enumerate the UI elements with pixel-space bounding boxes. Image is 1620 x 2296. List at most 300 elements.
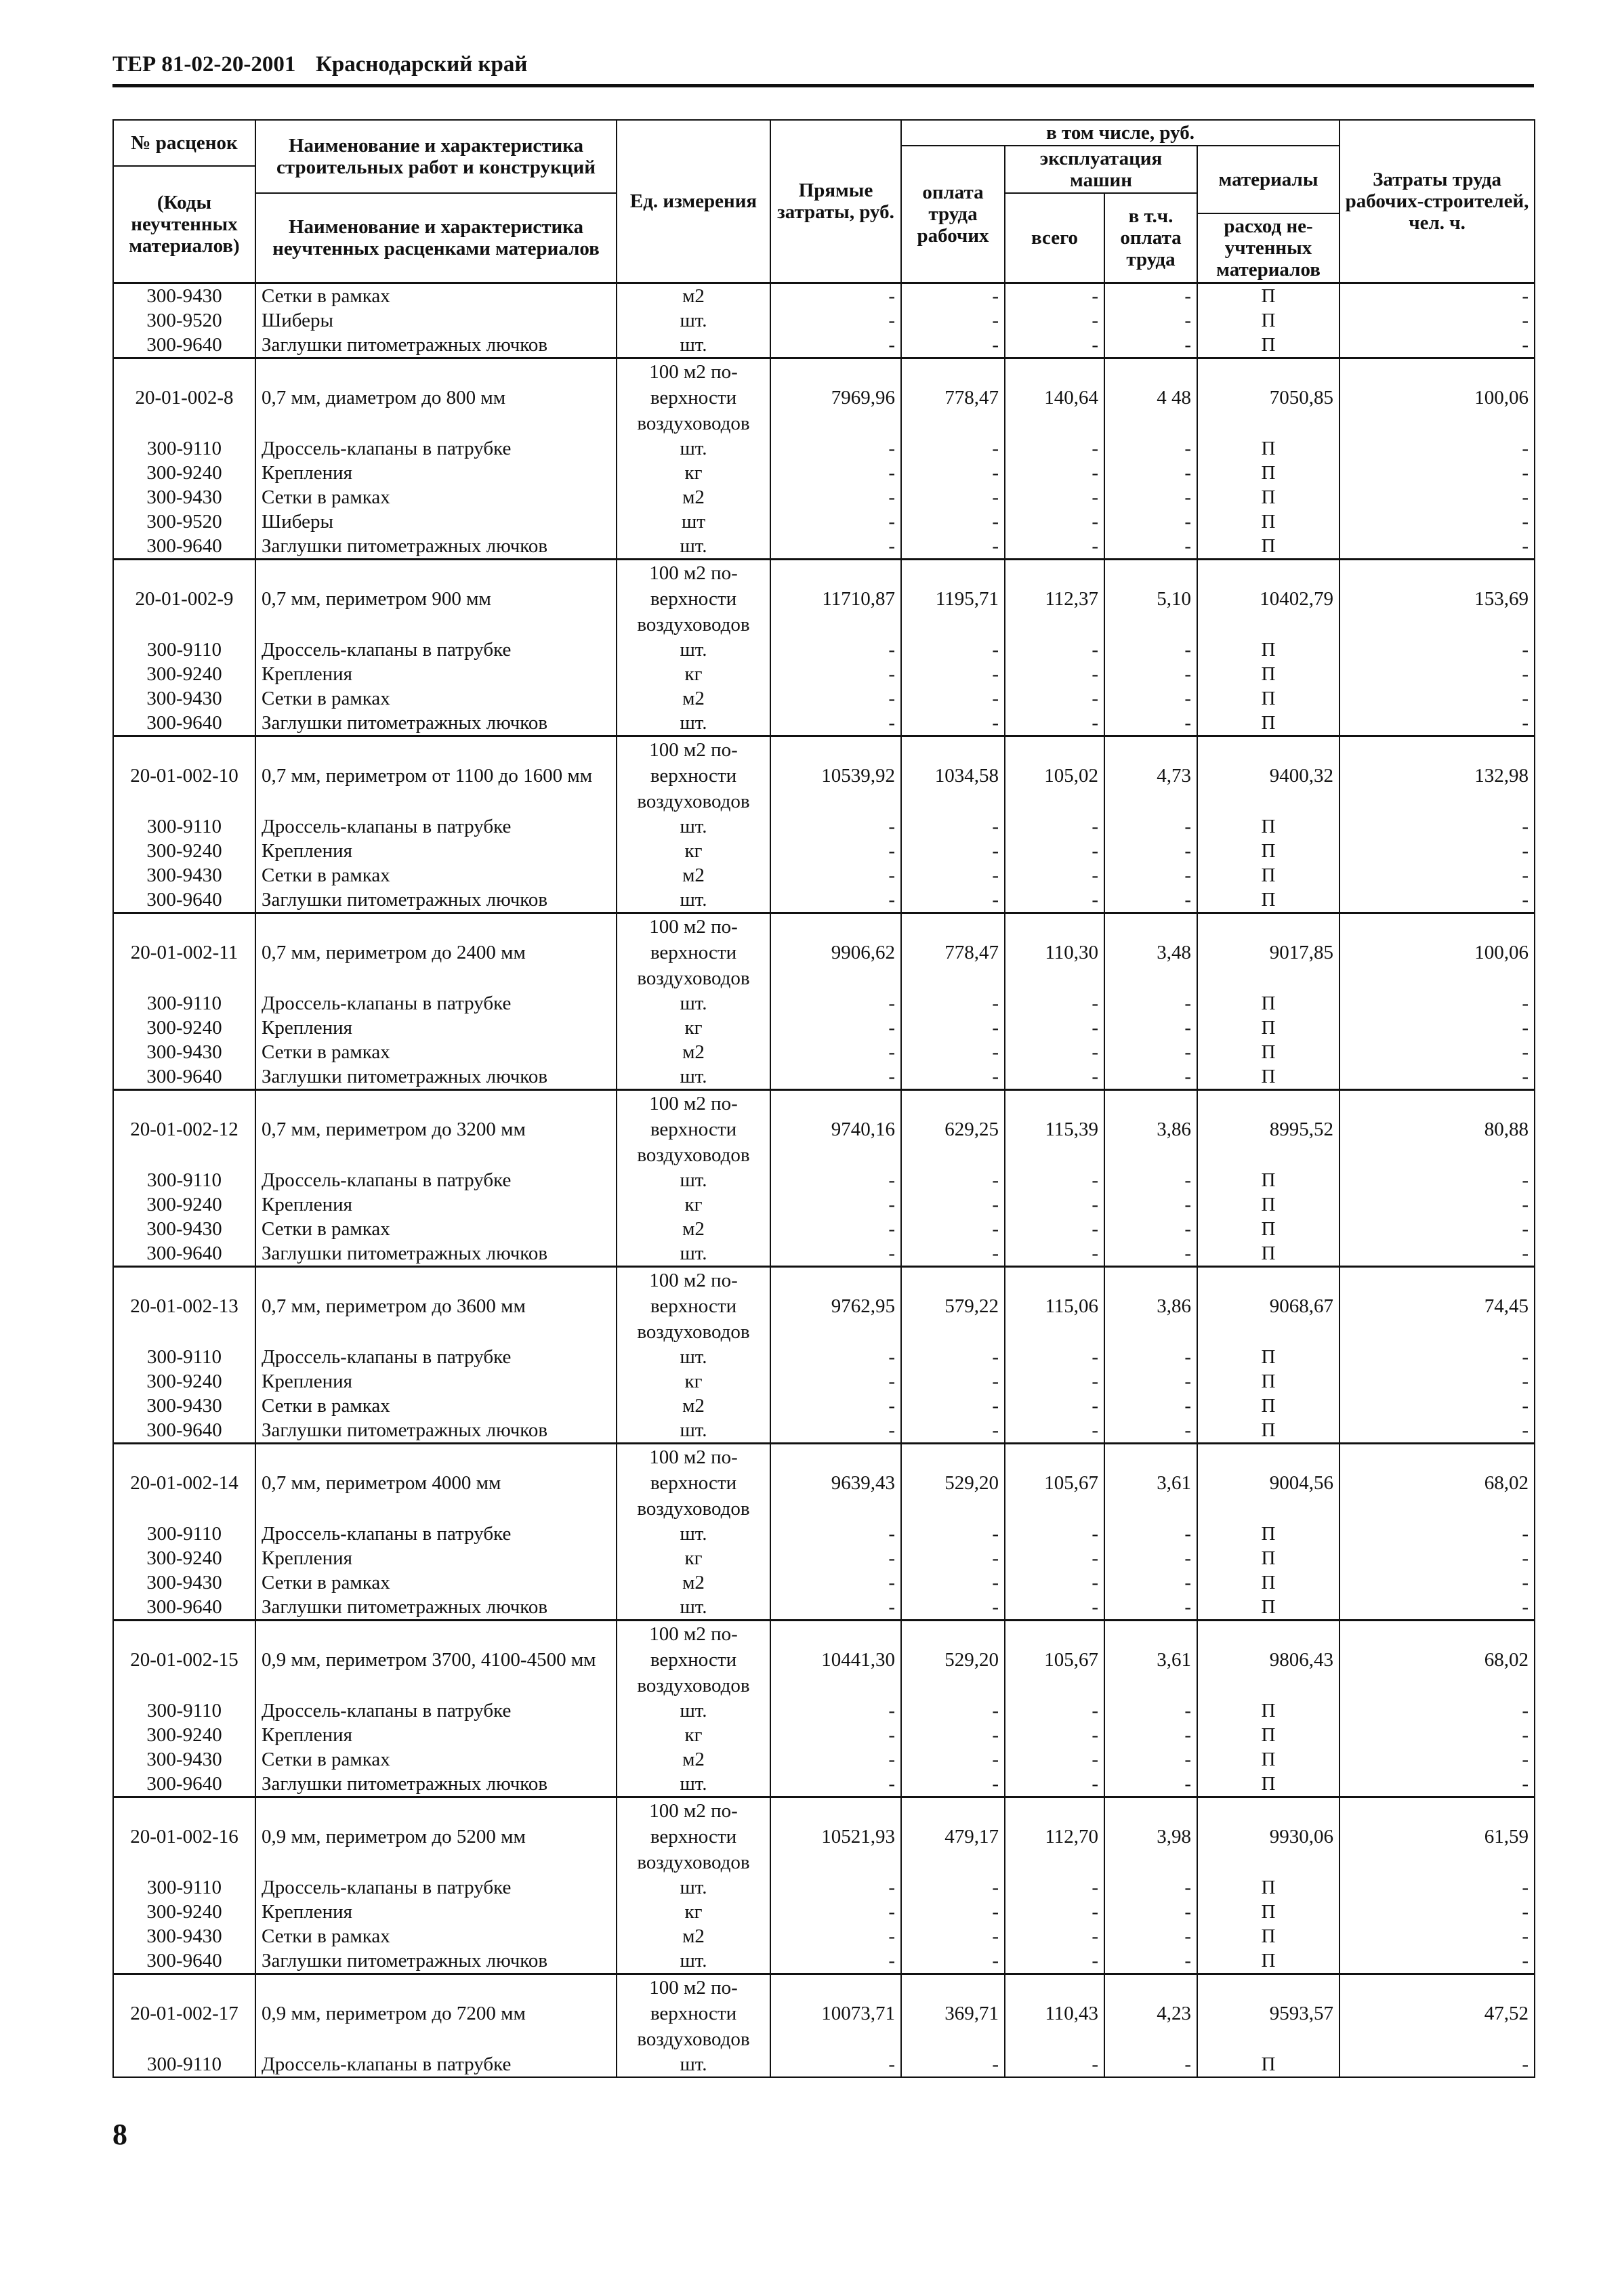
rate-group (113, 736, 1535, 913)
material-row (113, 308, 1535, 333)
material-machines-total: - (1005, 839, 1104, 863)
material-machines-total: - (1005, 1570, 1104, 1595)
material-row (113, 1948, 1535, 1974)
material-labor-pay: - (901, 1168, 1005, 1192)
rate-direct-costs: 9906,62 (770, 913, 901, 992)
material-machines-total: - (1005, 1217, 1104, 1241)
material-labor-pay: - (901, 283, 1005, 309)
material-labor-pay: - (901, 991, 1005, 1016)
material-machines-total: - (1005, 991, 1104, 1016)
rate-code: 20-01-002-11 (113, 913, 255, 992)
material-name: Сетки в рамках (255, 283, 617, 309)
header-code-bottom: (Коды неучтенных материалов) (113, 166, 255, 283)
material-code: 300-9430 (113, 283, 255, 309)
material-work-hours: - (1339, 863, 1535, 888)
document-code: ТЕР 81-02-20-2001 (112, 52, 296, 77)
rate-group (113, 1267, 1535, 1444)
material-labor-pay: - (901, 1241, 1005, 1267)
material-materials: П (1197, 333, 1339, 358)
rate-row (113, 1090, 1535, 1169)
rate-labor-pay: 778,47 (901, 913, 1005, 992)
rate-unit-line: 100 м2 по- (649, 1093, 738, 1114)
rate-materials: 9930,06 (1197, 1797, 1339, 1876)
material-machines-total: - (1005, 308, 1104, 333)
material-code: 300-9430 (113, 686, 255, 711)
material-name: Дроссель-клапаны в патрубке (255, 1345, 617, 1369)
material-name: Заглушки питометражных лючков (255, 534, 617, 560)
material-row (113, 1168, 1535, 1192)
material-row (113, 1040, 1535, 1064)
material-row (113, 839, 1535, 863)
material-materials: П (1197, 686, 1339, 711)
material-name: Дроссель-клапаны в патрубке (255, 2052, 617, 2077)
material-row (113, 1064, 1535, 1090)
material-machines-labor: - (1104, 814, 1197, 839)
material-name: Крепления (255, 662, 617, 686)
material-direct-costs: - (770, 1064, 901, 1090)
material-name: Сетки в рамках (255, 1040, 617, 1064)
rate-code: 20-01-002-16 (113, 1797, 255, 1876)
material-direct-costs: - (770, 485, 901, 509)
material-machines-labor: - (1104, 1924, 1197, 1948)
material-machines-labor: - (1104, 1016, 1197, 1040)
rate-direct-costs: 7969,96 (770, 358, 901, 437)
material-machines-total: - (1005, 638, 1104, 662)
material-unit: кг (617, 1016, 770, 1040)
rate-machines-total: 105,67 (1005, 1444, 1104, 1522)
material-machines-labor: - (1104, 1698, 1197, 1723)
material-materials: П (1197, 1924, 1339, 1948)
material-unit: шт. (617, 1875, 770, 1900)
material-direct-costs: - (770, 1546, 901, 1570)
rate-labor-pay: 778,47 (901, 358, 1005, 437)
material-machines-labor: - (1104, 333, 1197, 358)
rate-unit-line: верхности (650, 1295, 737, 1317)
rate-direct-costs: 10441,30 (770, 1621, 901, 1699)
material-machines-total: - (1005, 1192, 1104, 1217)
material-code: 300-9110 (113, 436, 255, 461)
material-materials: П (1197, 2052, 1339, 2077)
material-row (113, 283, 1535, 309)
material-materials: П (1197, 1747, 1339, 1772)
material-work-hours: - (1339, 1900, 1535, 1924)
material-machines-total: - (1005, 1016, 1104, 1040)
material-machines-total: - (1005, 662, 1104, 686)
material-machines-total: - (1005, 1040, 1104, 1064)
material-row (113, 1570, 1535, 1595)
rate-labor-pay: 579,22 (901, 1267, 1005, 1345)
material-unit: шт. (617, 1418, 770, 1444)
material-labor-pay: - (901, 1040, 1005, 1064)
rate-unit-line: верхности (650, 387, 737, 409)
material-machines-labor: - (1104, 461, 1197, 485)
rate-unit-line: 100 м2 по- (649, 1270, 738, 1291)
rate-machines-labor: 4 48 (1104, 358, 1197, 437)
material-direct-costs: - (770, 1772, 901, 1797)
material-code: 300-9110 (113, 1522, 255, 1546)
material-work-hours: - (1339, 1192, 1535, 1217)
material-row (113, 814, 1535, 839)
material-name: Заглушки питометражных лючков (255, 1064, 617, 1090)
material-name: Крепления (255, 461, 617, 485)
material-unit: шт. (617, 888, 770, 913)
rate-unit-line: воздуховодов (637, 1144, 750, 1166)
material-materials: П (1197, 1546, 1339, 1570)
material-unit: кг (617, 1900, 770, 1924)
material-materials: П (1197, 1064, 1339, 1090)
material-code: 300-9520 (113, 308, 255, 333)
material-code: 300-9640 (113, 1595, 255, 1621)
rate-unit (617, 1797, 770, 1876)
table-header (113, 120, 1535, 283)
material-materials: П (1197, 1772, 1339, 1797)
material-machines-total: - (1005, 814, 1104, 839)
material-direct-costs: - (770, 2052, 901, 2077)
rate-work-hours: 132,98 (1339, 736, 1535, 815)
material-labor-pay: - (901, 461, 1005, 485)
header-direct-costs: Прямые затраты, руб. (770, 120, 901, 283)
material-work-hours: - (1339, 1723, 1535, 1747)
material-machines-labor: - (1104, 686, 1197, 711)
material-row (113, 1772, 1535, 1797)
rate-row (113, 1797, 1535, 1876)
rate-work-hours: 100,06 (1339, 358, 1535, 437)
header-work-hours: Затраты труда рабочих-строителей, чел. ч. (1339, 120, 1535, 283)
material-machines-labor: - (1104, 1570, 1197, 1595)
material-machines-labor: - (1104, 863, 1197, 888)
rate-unit (617, 1444, 770, 1522)
material-row (113, 1369, 1535, 1394)
material-machines-labor: - (1104, 1369, 1197, 1394)
material-unit: шт. (617, 1698, 770, 1723)
material-machines-labor: - (1104, 888, 1197, 913)
material-machines-labor: - (1104, 711, 1197, 736)
material-code: 300-9240 (113, 1192, 255, 1217)
header-materials-sub: расход не-учтенных материалов (1197, 213, 1339, 283)
material-machines-total: - (1005, 534, 1104, 560)
material-machines-total: - (1005, 888, 1104, 913)
material-machines-labor: - (1104, 509, 1197, 534)
material-labor-pay: - (901, 436, 1005, 461)
header-machines-labor: в т.ч. оплата труда (1104, 193, 1197, 283)
material-direct-costs: - (770, 1875, 901, 1900)
material-machines-total: - (1005, 1369, 1104, 1394)
material-machines-labor: - (1104, 308, 1197, 333)
material-row (113, 461, 1535, 485)
material-work-hours: - (1339, 283, 1535, 309)
rate-labor-pay: 529,20 (901, 1444, 1005, 1522)
material-machines-total: - (1005, 1546, 1104, 1570)
material-direct-costs: - (770, 1747, 901, 1772)
material-code: 300-9640 (113, 1948, 255, 1974)
rate-row (113, 560, 1535, 638)
material-unit: кг (617, 1192, 770, 1217)
material-name: Сетки в рамках (255, 1924, 617, 1948)
material-unit: кг (617, 839, 770, 863)
material-direct-costs: - (770, 509, 901, 534)
material-work-hours: - (1339, 686, 1535, 711)
material-code: 300-9110 (113, 991, 255, 1016)
material-row (113, 1394, 1535, 1418)
material-name: Крепления (255, 839, 617, 863)
material-machines-labor: - (1104, 1064, 1197, 1090)
rate-row (113, 913, 1535, 992)
material-unit: м2 (617, 1747, 770, 1772)
material-work-hours: - (1339, 638, 1535, 662)
material-machines-labor: - (1104, 1217, 1197, 1241)
rate-unit (617, 1267, 770, 1345)
material-code: 300-9640 (113, 1241, 255, 1267)
material-direct-costs: - (770, 1369, 901, 1394)
material-code: 300-9430 (113, 1394, 255, 1418)
material-direct-costs: - (770, 1570, 901, 1595)
material-work-hours: - (1339, 814, 1535, 839)
material-materials: П (1197, 534, 1339, 560)
material-materials: П (1197, 1345, 1339, 1369)
material-work-hours: - (1339, 1747, 1535, 1772)
material-machines-labor: - (1104, 1241, 1197, 1267)
material-materials: П (1197, 283, 1339, 309)
material-work-hours: - (1339, 991, 1535, 1016)
rate-direct-costs: 10073,71 (770, 1974, 901, 2053)
material-row (113, 1900, 1535, 1924)
header-unit: Ед. измерения (617, 120, 770, 283)
material-unit: шт. (617, 1948, 770, 1974)
material-direct-costs: - (770, 1217, 901, 1241)
material-materials: П (1197, 509, 1339, 534)
material-machines-total: - (1005, 436, 1104, 461)
material-row (113, 485, 1535, 509)
material-name: Дроссель-клапаны в патрубке (255, 1698, 617, 1723)
material-unit: шт. (617, 1345, 770, 1369)
material-machines-labor: - (1104, 1192, 1197, 1217)
material-row (113, 1345, 1535, 1369)
material-materials: П (1197, 1192, 1339, 1217)
material-direct-costs: - (770, 1040, 901, 1064)
material-machines-total: - (1005, 283, 1104, 309)
rate-machines-labor: 5,10 (1104, 560, 1197, 638)
material-name: Дроссель-клапаны в патрубке (255, 638, 617, 662)
rate-machines-labor: 4,73 (1104, 736, 1197, 815)
material-materials: П (1197, 638, 1339, 662)
material-code: 300-9640 (113, 1418, 255, 1444)
material-code: 300-9430 (113, 1040, 255, 1064)
material-direct-costs: - (770, 1698, 901, 1723)
material-name: Крепления (255, 1369, 617, 1394)
material-materials: П (1197, 863, 1339, 888)
material-machines-labor: - (1104, 1168, 1197, 1192)
rate-group (113, 1090, 1535, 1267)
material-machines-total: - (1005, 485, 1104, 509)
material-row (113, 1016, 1535, 1040)
material-labor-pay: - (901, 1522, 1005, 1546)
material-code: 300-9110 (113, 814, 255, 839)
material-unit: м2 (617, 1924, 770, 1948)
rate-labor-pay: 479,17 (901, 1797, 1005, 1876)
rate-description: 0,7 мм, периметром от 1100 до 1600 мм (255, 736, 617, 815)
material-labor-pay: - (901, 1772, 1005, 1797)
rate-description: 0,7 мм, периметром 900 мм (255, 560, 617, 638)
material-work-hours: - (1339, 534, 1535, 560)
rate-materials: 7050,85 (1197, 358, 1339, 437)
material-materials: П (1197, 888, 1339, 913)
material-labor-pay: - (901, 1394, 1005, 1418)
material-labor-pay: - (901, 863, 1005, 888)
material-machines-total: - (1005, 863, 1104, 888)
material-machines-total: - (1005, 1772, 1104, 1797)
material-materials: П (1197, 1723, 1339, 1747)
material-labor-pay: - (901, 888, 1005, 913)
material-machines-labor: - (1104, 1394, 1197, 1418)
material-work-hours: - (1339, 1570, 1535, 1595)
material-materials: П (1197, 1040, 1339, 1064)
rate-machines-total: 105,02 (1005, 736, 1104, 815)
material-machines-labor: - (1104, 534, 1197, 560)
rate-unit-line: воздуховодов (637, 1675, 750, 1696)
material-unit: м2 (617, 686, 770, 711)
material-direct-costs: - (770, 1418, 901, 1444)
material-materials: П (1197, 1595, 1339, 1621)
header-name-top: Наименование и характеристика строительных работ и конструкций (255, 120, 617, 193)
material-work-hours: - (1339, 308, 1535, 333)
rate-work-hours: 153,69 (1339, 560, 1535, 638)
rate-materials: 8995,52 (1197, 1090, 1339, 1169)
material-materials: П (1197, 662, 1339, 686)
material-machines-labor: - (1104, 1595, 1197, 1621)
rate-row (113, 1621, 1535, 1699)
material-row (113, 1546, 1535, 1570)
material-materials: П (1197, 1394, 1339, 1418)
material-code: 300-9430 (113, 1217, 255, 1241)
rate-labor-pay: 369,71 (901, 1974, 1005, 2053)
material-machines-total: - (1005, 1698, 1104, 1723)
material-direct-costs: - (770, 1595, 901, 1621)
rate-row (113, 358, 1535, 437)
rate-description: 0,9 мм, периметром до 5200 мм (255, 1797, 617, 1876)
material-materials: П (1197, 436, 1339, 461)
material-unit: шт. (617, 814, 770, 839)
header-name-bottom: Наименование и характеристика неучтенных расценками материалов (255, 193, 617, 283)
material-name: Заглушки питометражных лючков (255, 1241, 617, 1267)
rate-machines-labor: 3,86 (1104, 1090, 1197, 1169)
rate-labor-pay: 529,20 (901, 1621, 1005, 1699)
material-direct-costs: - (770, 1016, 901, 1040)
material-work-hours: - (1339, 1924, 1535, 1948)
page-header (112, 47, 1534, 87)
material-name: Дроссель-клапаны в патрубке (255, 991, 617, 1016)
material-materials: П (1197, 485, 1339, 509)
rate-unit-line: верхности (650, 1826, 737, 1848)
header-machines-group: эксплуатация машин (1005, 146, 1197, 193)
material-materials: П (1197, 1522, 1339, 1546)
rate-machines-labor: 4,23 (1104, 1974, 1197, 2053)
material-machines-total: - (1005, 1522, 1104, 1546)
rate-work-hours: 80,88 (1339, 1090, 1535, 1169)
material-name: Заглушки питометражных лючков (255, 333, 617, 358)
rate-code: 20-01-002-10 (113, 736, 255, 815)
material-unit: шт. (617, 711, 770, 736)
material-name: Сетки в рамках (255, 1747, 617, 1772)
material-work-hours: - (1339, 509, 1535, 534)
rate-unit-line: воздуховодов (637, 413, 750, 434)
rate-unit-line: верхности (650, 1649, 737, 1671)
material-work-hours: - (1339, 1546, 1535, 1570)
material-machines-labor: - (1104, 1900, 1197, 1924)
material-labor-pay: - (901, 814, 1005, 839)
material-unit: м2 (617, 283, 770, 309)
rate-unit-line: верхности (650, 765, 737, 787)
material-direct-costs: - (770, 308, 901, 333)
material-work-hours: - (1339, 1241, 1535, 1267)
material-machines-total: - (1005, 1723, 1104, 1747)
material-unit: м2 (617, 1040, 770, 1064)
rate-code: 20-01-002-12 (113, 1090, 255, 1169)
rate-materials: 10402,79 (1197, 560, 1339, 638)
material-machines-total: - (1005, 1875, 1104, 1900)
rate-unit-line: 100 м2 по- (649, 1800, 738, 1822)
material-machines-labor: - (1104, 1040, 1197, 1064)
rate-unit-line: верхности (650, 1119, 737, 1140)
material-labor-pay: - (901, 711, 1005, 736)
rate-work-hours: 61,59 (1339, 1797, 1535, 1876)
material-machines-labor: - (1104, 1948, 1197, 1974)
material-machines-total: - (1005, 509, 1104, 534)
rate-unit-line: 100 м2 по- (649, 562, 738, 584)
material-materials: П (1197, 308, 1339, 333)
material-machines-labor: - (1104, 1747, 1197, 1772)
rate-unit-line: воздуховодов (637, 791, 750, 812)
rate-machines-total: 112,70 (1005, 1797, 1104, 1876)
material-labor-pay: - (901, 638, 1005, 662)
rate-group (113, 1797, 1535, 1974)
header-machines-total: всего (1005, 193, 1104, 283)
rate-unit (617, 560, 770, 638)
rate-group (113, 358, 1535, 560)
material-machines-labor: - (1104, 839, 1197, 863)
material-materials: П (1197, 1369, 1339, 1394)
material-name: Сетки в рамках (255, 1394, 617, 1418)
rate-unit-line: 100 м2 по- (649, 1977, 738, 1999)
material-labor-pay: - (901, 662, 1005, 686)
material-work-hours: - (1339, 1016, 1535, 1040)
rate-materials: 9068,67 (1197, 1267, 1339, 1345)
material-direct-costs: - (770, 888, 901, 913)
rate-labor-pay: 629,25 (901, 1090, 1005, 1169)
material-materials: П (1197, 1241, 1339, 1267)
material-materials: П (1197, 1016, 1339, 1040)
material-machines-total: - (1005, 1394, 1104, 1418)
material-work-hours: - (1339, 1595, 1535, 1621)
rate-row (113, 1444, 1535, 1522)
page-number: 8 (112, 2118, 127, 2151)
material-work-hours: - (1339, 662, 1535, 686)
material-labor-pay: - (901, 485, 1005, 509)
material-labor-pay: - (901, 308, 1005, 333)
material-materials: П (1197, 1900, 1339, 1924)
material-work-hours: - (1339, 2052, 1535, 2077)
material-row (113, 888, 1535, 913)
rate-description: 0,7 мм, периметром 4000 мм (255, 1444, 617, 1522)
material-labor-pay: - (901, 333, 1005, 358)
material-code: 300-9430 (113, 485, 255, 509)
material-direct-costs: - (770, 839, 901, 863)
rate-work-hours: 68,02 (1339, 1621, 1535, 1699)
material-machines-labor: - (1104, 1875, 1197, 1900)
rate-direct-costs: 9639,43 (770, 1444, 901, 1522)
rate-row (113, 736, 1535, 815)
rate-work-hours: 74,45 (1339, 1267, 1535, 1345)
rate-unit (617, 736, 770, 815)
